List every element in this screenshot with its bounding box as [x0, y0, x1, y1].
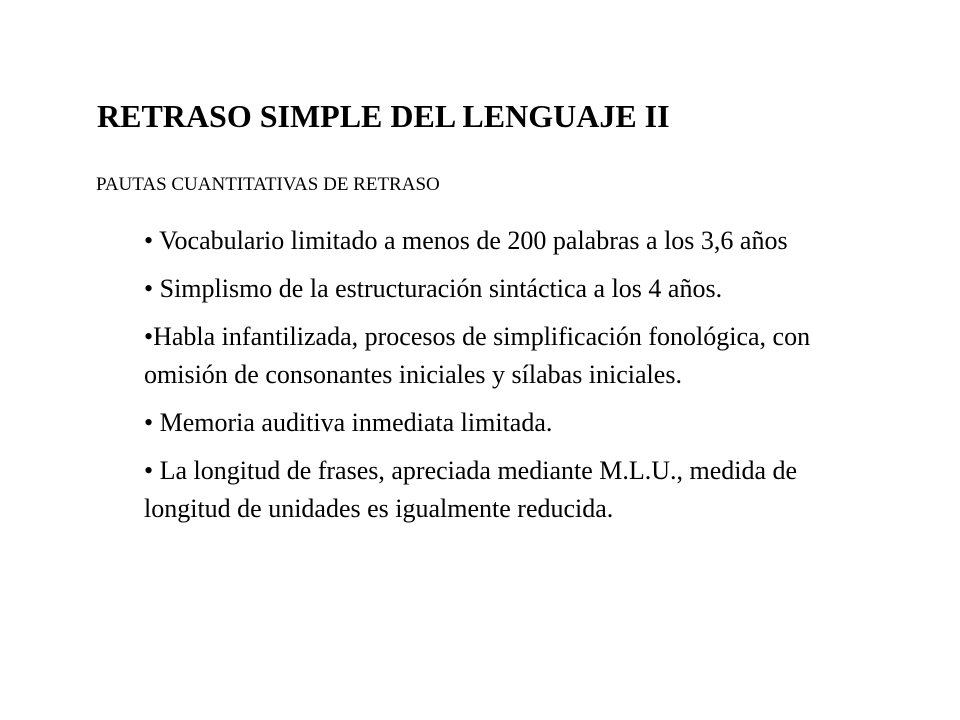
bullet-item: • La longitud de frases, apreciada mediante M.L.U., medida de longitud de unidades es igualmente reducida.	[144, 456, 798, 523]
slide-subtitle: PAUTAS CUANTITATIVAS DE RETRASO	[96, 174, 440, 195]
bullet-item: • Vocabulario limitado a menos de 200 palabras a los 3,6 años	[144, 226, 788, 255]
bullet-item: • Memoria auditiva inmediata limitada.	[144, 408, 553, 437]
slide-title: RETRASO SIMPLE DEL LENGUAJE II	[97, 98, 670, 134]
bullet-list	[144, 222, 884, 538]
bullet-item: •Habla infantilizada, procesos de simplificación fonológica, con omisión de consonantes iniciales y sílabas iniciales.	[144, 322, 811, 389]
bullet-item: • Simplismo de la estructuración sintáctica a los 4 años.	[144, 274, 723, 303]
